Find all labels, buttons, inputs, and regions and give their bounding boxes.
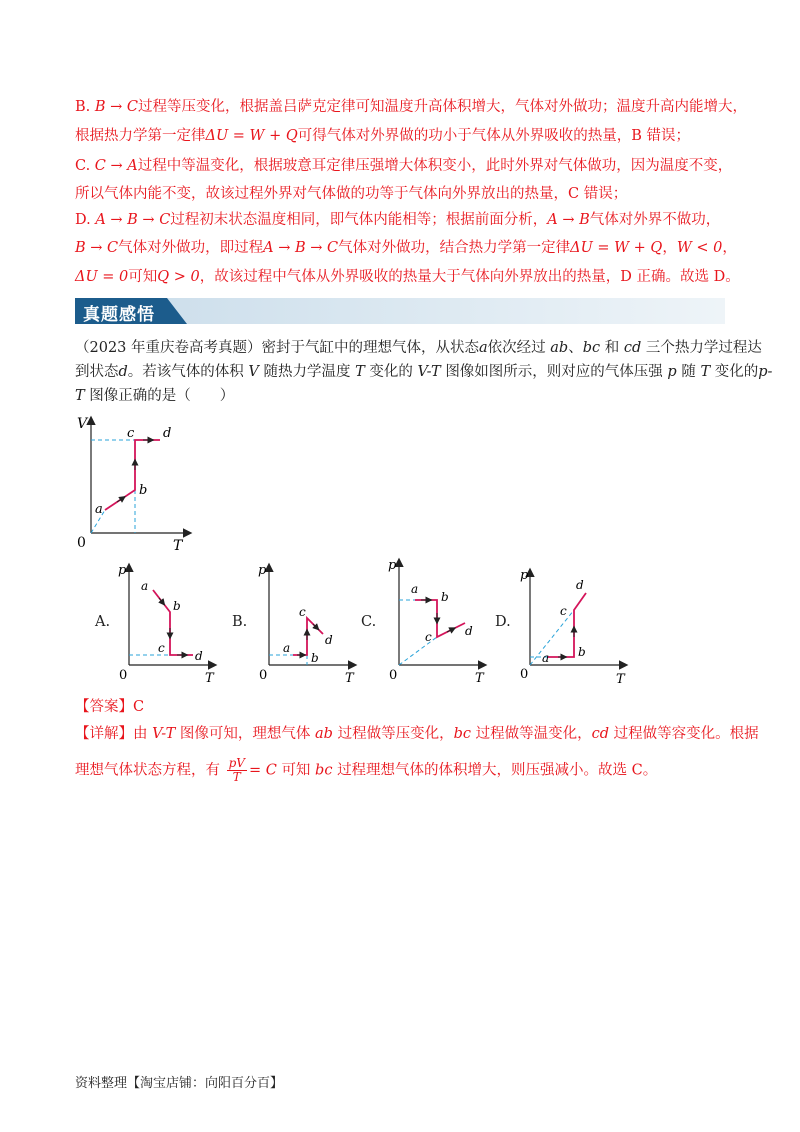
svg-text:d: d xyxy=(325,633,333,647)
svg-text:a: a xyxy=(411,582,419,596)
svg-text:0: 0 xyxy=(119,668,128,683)
option-b-label[interactable]: B. xyxy=(232,614,248,630)
svg-text:p: p xyxy=(118,563,127,578)
option-a-label[interactable]: A. xyxy=(95,614,111,630)
vt-graph xyxy=(65,410,195,560)
svg-text:T: T xyxy=(616,672,625,687)
svg-text:a: a xyxy=(141,579,149,593)
svg-text:c: c xyxy=(158,641,165,655)
svg-text:b: b xyxy=(173,599,181,613)
analysis-b-line1: B. B → C过程等压变化，根据盖吕萨克定律可知温度升高体积增大，气体对外做功；温度升高内能增大， xyxy=(75,99,747,115)
x-axis-label: T xyxy=(173,538,183,554)
analysis-c-line2: 所以气体内能不变，故该过程外界对气体做的功等于气体向外界放出的热量，C 错误； xyxy=(75,186,628,202)
banner-title: 真题感悟 xyxy=(83,305,155,325)
point-c: c xyxy=(127,426,135,441)
svg-text:T: T xyxy=(205,671,214,685)
origin-label: 0 xyxy=(77,535,86,551)
option-b-graph[interactable] xyxy=(255,560,365,685)
footer-note: 资料整理【淘宝店铺：向阳百分百】 xyxy=(75,1076,284,1091)
answer-value: C xyxy=(133,699,145,715)
svg-text:b: b xyxy=(578,645,586,659)
point-d: d xyxy=(163,426,172,441)
detail-line1: 【详解】由 V-T 图像可知，理想气体 ab 过程做等压变化，bc 过程做等温变化，cd 过程做等容变化。根据 xyxy=(75,726,759,742)
svg-text:0: 0 xyxy=(520,667,529,682)
svg-text:T: T xyxy=(475,671,484,685)
option-c-label[interactable]: C. xyxy=(361,614,377,630)
svg-text:c: c xyxy=(425,630,432,644)
analysis-d-line2: B → C气体对外做功，即过程A → B → C气体对外做功，结合热力学第一定律ΔU = W + Q，W < 0， xyxy=(75,240,737,256)
svg-text:T: T xyxy=(345,671,354,685)
vt-process-path xyxy=(105,440,160,510)
option-c-graph[interactable] xyxy=(385,555,495,685)
analysis-d-line3: ΔU = 0可知Q > 0，故该过程中气体从外界吸收的热量大于气体向外界放出的热量，D 正确。故选 D。 xyxy=(75,269,740,285)
point-b: b xyxy=(139,483,148,498)
svg-text:a: a xyxy=(283,641,291,655)
svg-text:b: b xyxy=(441,590,449,604)
analysis-b-line2: 根据热力学第一定律ΔU = W + Q可得气体对外界做的功小于气体从外界吸收的热量，B 错误； xyxy=(75,128,690,144)
detail-line2: 理想气体状态方程，有 $\frac{pV}{T}$ = C 可知 bc 过程理想气体的体积增大，则压强减小。故选 C。 xyxy=(75,756,658,784)
analysis-c-line1: C. C → A过程中等温变化，根据玻意耳定律压强增大体积变小，此时外界对气体做功，因为温度不变， xyxy=(75,158,733,174)
svg-text:d: d xyxy=(195,649,203,663)
option-d-graph[interactable] xyxy=(518,565,633,690)
svg-text:b: b xyxy=(311,651,319,665)
svg-text:p: p xyxy=(258,563,267,578)
svg-text:p: p xyxy=(388,558,397,573)
state-equation-fraction: $\frac{pV}{T}$ xyxy=(228,756,245,784)
svg-text:0: 0 xyxy=(389,668,398,683)
answer-line xyxy=(75,697,740,717)
svg-text:0: 0 xyxy=(259,668,268,683)
svg-text:d: d xyxy=(576,578,584,592)
svg-text:p: p xyxy=(520,568,529,583)
option-a-graph[interactable] xyxy=(115,560,225,685)
y-axis-label: V xyxy=(77,416,88,432)
svg-text:d: d xyxy=(465,624,473,638)
question-line3: T 图像正确的是（ ） xyxy=(75,388,235,404)
svg-text:a: a xyxy=(542,651,550,665)
answer-label: 【答案】 xyxy=(75,699,133,715)
question-line1: （2023 年重庆卷高考真题）密封于气缸中的理想气体，从状态a依次经过 ab、bc 和 cd 三个热力学过程达 xyxy=(75,340,762,356)
section-banner xyxy=(75,298,725,324)
svg-text:c: c xyxy=(299,605,306,619)
svg-text:c: c xyxy=(560,604,567,618)
analysis-d-line1: D. A → B → C过程初末状态温度相同，即气体内能相等；根据前面分析，A → B气体对外界不做功， xyxy=(75,212,721,228)
question-line2: 到状态d。若该气体的体积 V 随热力学温度 T 变化的 V-T 图像如图所示，则对应的气体压强 p 随 T 变化的p- xyxy=(75,364,773,380)
option-d-label[interactable]: D. xyxy=(495,614,511,630)
point-a: a xyxy=(95,502,103,517)
